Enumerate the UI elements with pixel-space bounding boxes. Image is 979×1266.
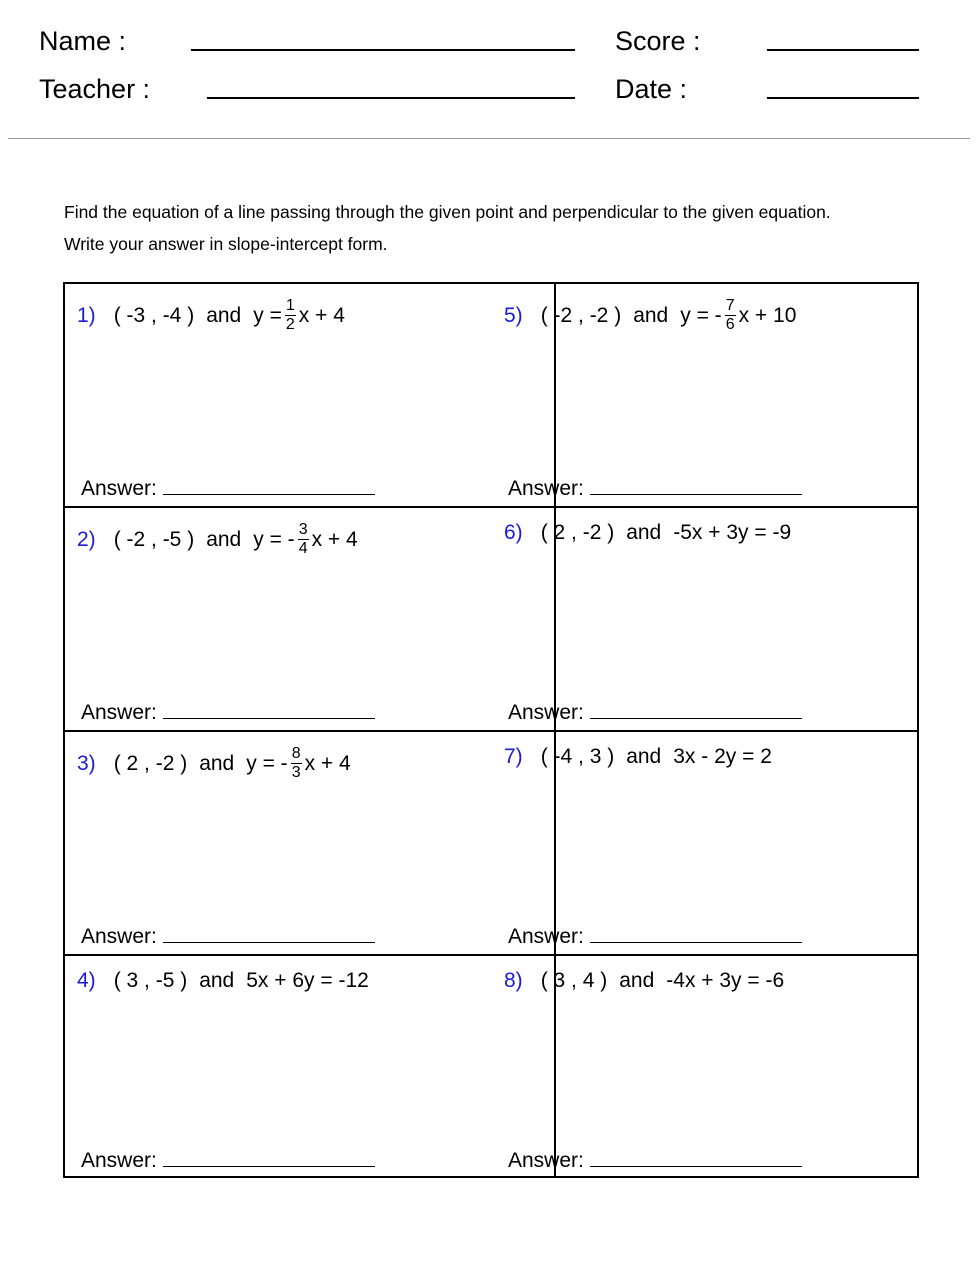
problem-number: 1) bbox=[77, 304, 96, 327]
problem-and: and bbox=[626, 745, 662, 768]
equation-suffix: x + 4 bbox=[311, 528, 358, 551]
instructions-line-2: Write your answer in slope-intercept form. bbox=[64, 234, 388, 254]
fraction-denominator: 4 bbox=[298, 540, 308, 557]
equation-text: 3x - 2y = 2 bbox=[673, 745, 772, 768]
problem-number: 3) bbox=[77, 752, 96, 775]
equation-prefix: y = - bbox=[246, 752, 288, 775]
equation-text: -4x + 3y = -6 bbox=[666, 969, 785, 992]
problem-statement bbox=[504, 298, 796, 333]
problem-cell-1 bbox=[65, 284, 492, 506]
answer-blank[interactable] bbox=[163, 1149, 375, 1167]
fraction-numerator: 7 bbox=[725, 297, 735, 314]
problem-statement bbox=[77, 970, 369, 991]
equation-prefix: y = - bbox=[253, 528, 295, 551]
answer-row bbox=[508, 1149, 802, 1171]
problem-cell-7 bbox=[492, 732, 919, 954]
answer-label: Answer: bbox=[81, 925, 157, 948]
problem-cell-8 bbox=[492, 956, 919, 1178]
slope-fraction bbox=[725, 298, 736, 333]
problem-number: 5) bbox=[504, 304, 523, 327]
date-label: Date : bbox=[615, 74, 688, 104]
answer-row bbox=[508, 925, 802, 947]
equation-prefix: y = - bbox=[680, 304, 722, 327]
answer-label: Answer: bbox=[508, 477, 584, 500]
slope-fraction bbox=[285, 298, 296, 333]
fraction-numerator: 1 bbox=[285, 297, 295, 314]
problem-equation bbox=[666, 970, 784, 991]
problem-statement bbox=[504, 522, 791, 543]
problem-and: and bbox=[199, 969, 235, 992]
problem-equation bbox=[673, 746, 772, 767]
problem-point: ( 2 , -2 ) bbox=[540, 521, 615, 544]
answer-row bbox=[81, 1149, 375, 1171]
answer-row bbox=[508, 701, 802, 723]
problem-equation bbox=[253, 298, 345, 333]
header-divider bbox=[8, 138, 970, 139]
answer-label: Answer: bbox=[81, 701, 157, 724]
problem-equation bbox=[253, 522, 357, 557]
problem-equation bbox=[246, 746, 350, 781]
problem-statement bbox=[504, 970, 784, 991]
problem-cell-4 bbox=[65, 956, 492, 1178]
answer-row bbox=[508, 477, 802, 499]
answer-blank[interactable] bbox=[590, 1149, 802, 1167]
problem-and: and bbox=[206, 528, 242, 551]
name-label: Name : bbox=[39, 26, 127, 56]
problem-statement bbox=[77, 746, 351, 781]
problem-point: ( -4 , 3 ) bbox=[540, 745, 615, 768]
problem-point: ( -2 , -5 ) bbox=[113, 528, 195, 551]
date-field[interactable] bbox=[767, 97, 919, 99]
problem-equation bbox=[246, 970, 369, 991]
fraction-numerator: 8 bbox=[291, 745, 301, 762]
problem-and: and bbox=[619, 969, 655, 992]
fraction-numerator: 3 bbox=[298, 521, 308, 538]
answer-label: Answer: bbox=[508, 1149, 584, 1172]
answer-row bbox=[81, 477, 375, 499]
instructions-line-1: Find the equation of a line passing through the given point and perpendicular to the given equation. bbox=[64, 202, 831, 222]
problem-cell-5 bbox=[492, 284, 919, 506]
equation-prefix: y = bbox=[253, 304, 282, 327]
problem-cell-3 bbox=[65, 732, 492, 954]
problem-cell-2 bbox=[65, 508, 492, 730]
problem-statement bbox=[77, 298, 345, 333]
problem-point: ( 2 , -2 ) bbox=[113, 752, 188, 775]
equation-suffix: x + 4 bbox=[304, 752, 351, 775]
equation-suffix: x + 4 bbox=[298, 304, 345, 327]
fraction-denominator: 6 bbox=[725, 316, 735, 333]
answer-blank[interactable] bbox=[590, 477, 802, 495]
teacher-field[interactable] bbox=[207, 97, 575, 99]
problem-grid bbox=[63, 282, 919, 1178]
answer-blank[interactable] bbox=[163, 925, 375, 943]
problem-and: and bbox=[206, 304, 242, 327]
answer-blank[interactable] bbox=[163, 701, 375, 719]
answer-label: Answer: bbox=[81, 477, 157, 500]
problem-cell-6 bbox=[492, 508, 919, 730]
problem-number: 6) bbox=[504, 521, 523, 544]
problem-and: and bbox=[626, 521, 662, 544]
slope-fraction bbox=[291, 746, 302, 781]
answer-blank[interactable] bbox=[590, 701, 802, 719]
problem-number: 7) bbox=[504, 745, 523, 768]
equation-text: 5x + 6y = -12 bbox=[246, 969, 369, 992]
answer-blank[interactable] bbox=[590, 925, 802, 943]
problem-point: ( 3 , -5 ) bbox=[113, 969, 188, 992]
slope-fraction bbox=[298, 522, 309, 557]
answer-label: Answer: bbox=[81, 1149, 157, 1172]
teacher-label: Teacher : bbox=[39, 74, 151, 104]
answer-label: Answer: bbox=[508, 701, 584, 724]
equation-suffix: x + 10 bbox=[738, 304, 797, 327]
problem-number: 8) bbox=[504, 969, 523, 992]
problem-statement bbox=[504, 746, 772, 767]
score-label: Score : bbox=[615, 26, 701, 56]
problem-equation bbox=[673, 522, 791, 543]
problem-number: 2) bbox=[77, 528, 96, 551]
answer-label: Answer: bbox=[508, 925, 584, 948]
answer-row bbox=[81, 925, 375, 947]
problem-equation bbox=[680, 298, 796, 333]
equation-text: -5x + 3y = -9 bbox=[673, 521, 792, 544]
problem-point: ( -3 , -4 ) bbox=[113, 304, 195, 327]
problem-point: ( 3 , 4 ) bbox=[540, 969, 608, 992]
fraction-denominator: 3 bbox=[291, 764, 301, 781]
problem-and: and bbox=[199, 752, 235, 775]
problem-statement bbox=[77, 522, 358, 557]
problem-point: ( -2 , -2 ) bbox=[540, 304, 622, 327]
answer-row bbox=[81, 701, 375, 723]
problem-number: 4) bbox=[77, 969, 96, 992]
score-field[interactable] bbox=[767, 49, 919, 51]
fraction-denominator: 2 bbox=[285, 316, 295, 333]
name-field[interactable] bbox=[191, 49, 575, 51]
problem-and: and bbox=[633, 304, 669, 327]
answer-blank[interactable] bbox=[163, 477, 375, 495]
